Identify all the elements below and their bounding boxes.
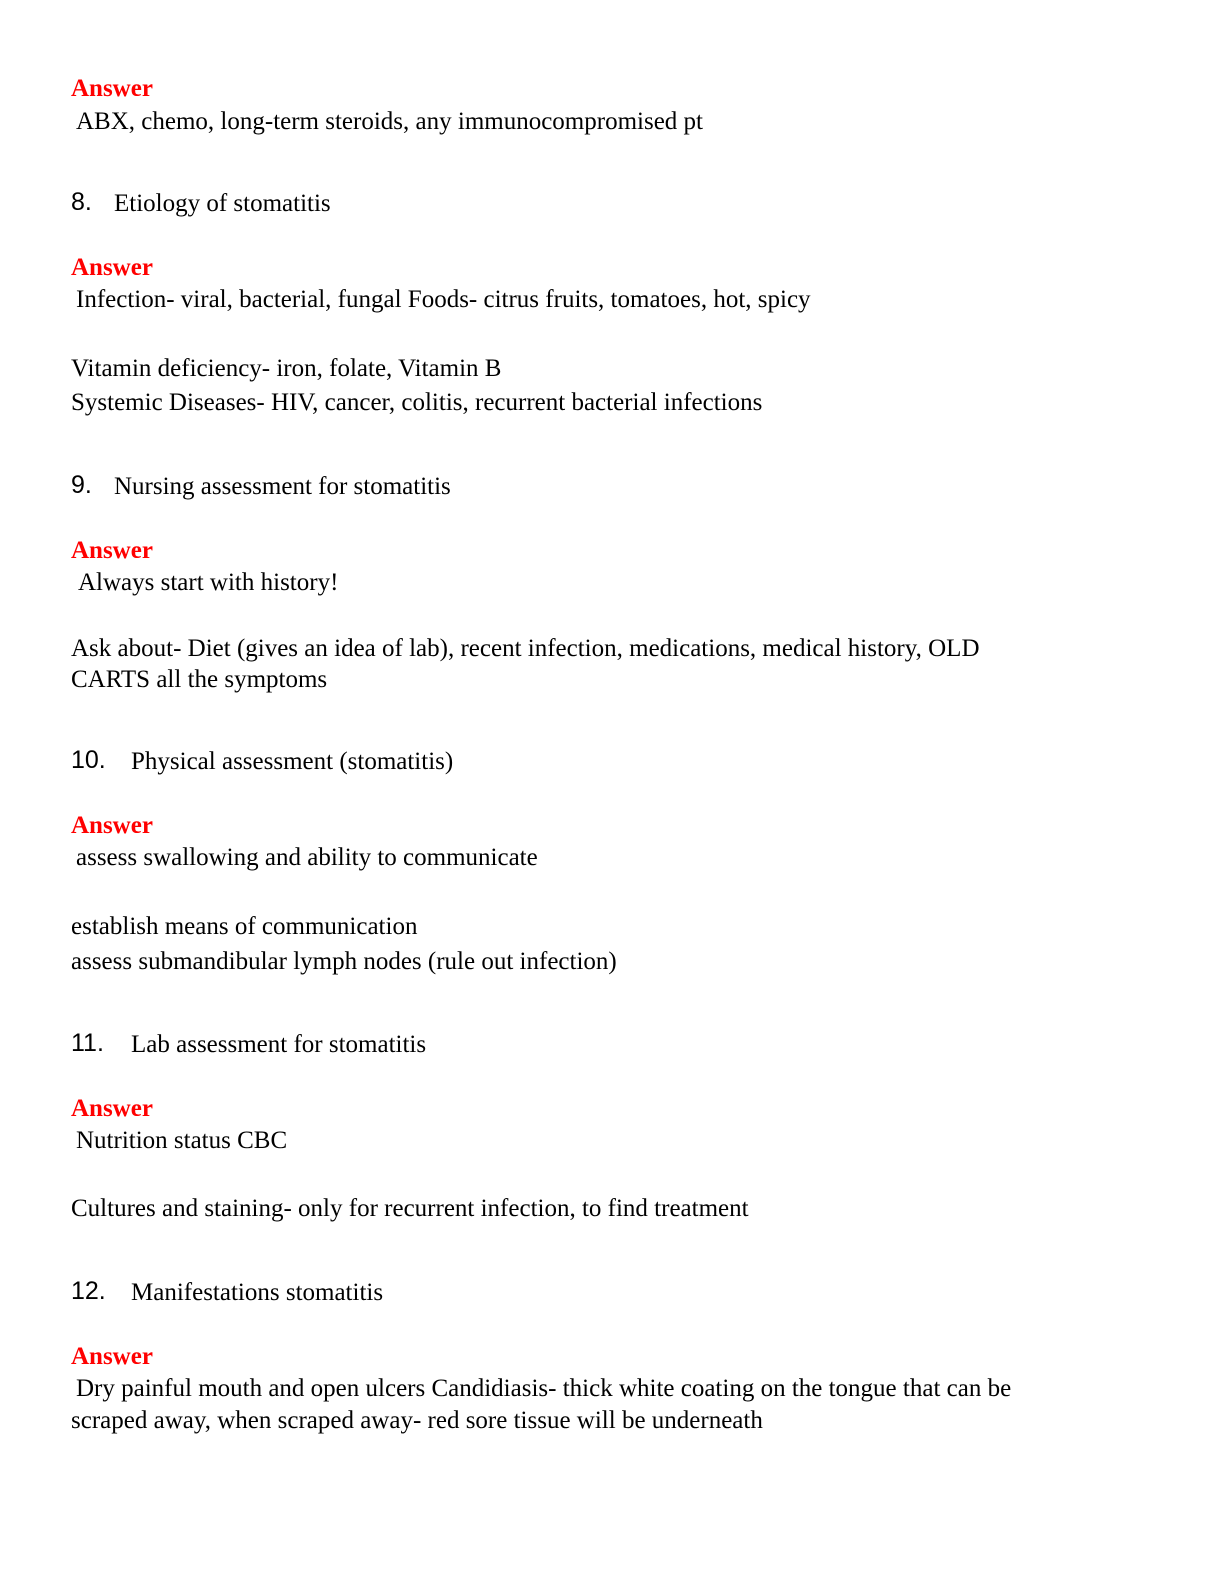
answer-label: Answer [71,537,153,564]
question-number: 11. [71,1029,104,1057]
answer-label: Answer [71,254,153,281]
answer-line: Cultures and staining- only for recurrent infection, to find treatment [71,1195,749,1222]
question-text: Manifestations stomatitis [131,1279,384,1306]
question-text: Physical assessment (stomatitis) [131,748,454,775]
answer-line: ABX, chemo, long-term steroids, any immunocompromised pt [76,108,703,135]
question-number: 10. [71,746,106,774]
question-number: 8. [71,188,92,216]
answer-line: Always start with history! [78,569,339,596]
question-text: Etiology of stomatitis [114,190,331,217]
answer-line: assess swallowing and ability to communicate [76,844,538,871]
answer-line: Infection- viral, bacterial, fungal Foods- citrus fruits, tomatoes, hot, spicy [76,286,811,313]
question-text: Nursing assessment for stomatitis [114,473,451,500]
answer-label: Answer [71,1343,153,1370]
answer-line: assess submandibular lymph nodes (rule out infection) [71,948,617,975]
answer-line: establish means of communication [71,913,418,940]
question-text: Lab assessment for stomatitis [131,1031,427,1058]
question-number: 9. [71,471,92,499]
answer-line: Nutrition status CBC [76,1127,288,1154]
answer-line: Dry painful mouth and open ulcers Candidiasis- thick white coating on the tongue that can be [76,1375,1012,1402]
answer-line: scraped away, when scraped away- red sore tissue will be underneath [71,1407,763,1434]
answer-line: Vitamin deficiency- iron, folate, Vitamin B [71,355,502,382]
answer-label: Answer [71,812,153,839]
answer-line: CARTS all the symptoms [71,666,328,693]
answer-label: Answer [71,1095,153,1122]
answer-label: Answer [71,75,153,102]
question-number: 12. [71,1277,106,1305]
answer-line: Systemic Diseases- HIV, cancer, colitis, recurrent bacterial infections [71,389,763,416]
answer-line: Ask about- Diet (gives an idea of lab), recent infection, medications, medical history, OLD [71,635,980,662]
